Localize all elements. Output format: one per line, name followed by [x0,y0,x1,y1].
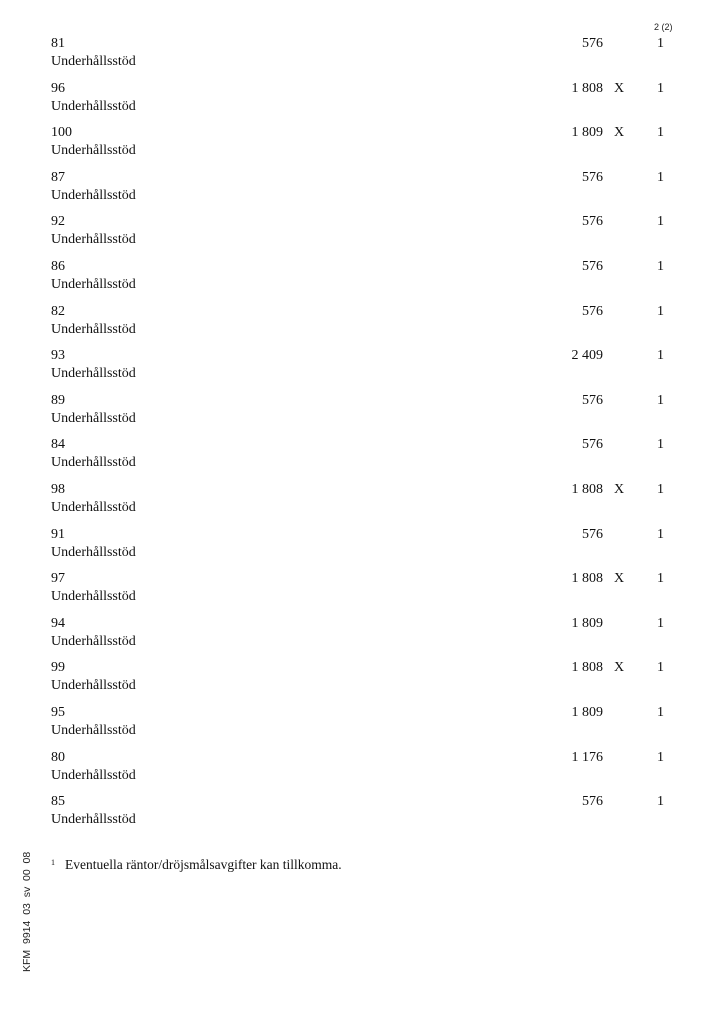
item-count: 1 [657,258,664,274]
item-amount: 1 808 [571,571,603,587]
item-number: 89 [51,392,65,408]
item-number: 98 [51,481,65,497]
item-number: 92 [51,214,65,230]
item-number: 97 [51,571,65,587]
item-number: 81 [51,36,65,51]
footnote-text: Eventuella räntor/dröjsmålsavgifter kan tillkomma. [65,857,342,872]
item-count: 1 [657,749,664,765]
item-count: 1 [657,571,664,587]
item-count: 1 [657,437,664,453]
item-number: 93 [51,348,65,364]
item-label: Underhållsstöd [51,366,136,382]
item-count: 1 [657,36,664,51]
item-label: Underhållsstöd [51,499,136,515]
list-item [0,527,720,572]
item-label: Underhållsstöd [51,98,136,114]
list-item [0,125,720,170]
form-code: KFM 9914 03 sv 00 08 [21,851,33,972]
item-amount: 1 809 [571,125,603,141]
item-count: 1 [657,660,664,676]
item-label: Underhållsstöd [51,589,136,605]
item-amount: 576 [582,36,603,51]
payment-list [0,36,720,839]
footnote [51,857,342,873]
list-item [0,170,720,215]
item-number: 85 [51,794,65,810]
item-amount: 1 808 [571,660,603,676]
item-count: 1 [657,392,664,408]
item-count: 1 [657,794,664,810]
page-number: 2 (2) [654,22,673,32]
item-number: 99 [51,660,65,676]
item-label: Underhållsstöd [51,410,136,426]
list-item [0,214,720,259]
item-amount: 1 809 [571,704,603,720]
item-count: 1 [657,80,664,96]
item-label: Underhållsstöd [51,321,136,337]
list-item [0,437,720,482]
item-amount: 576 [582,392,603,408]
list-item [0,36,720,81]
item-label: Underhållsstöd [51,633,136,649]
item-number: 91 [51,526,65,542]
item-flag: X [614,125,625,141]
item-number: 87 [51,169,65,185]
item-count: 1 [657,704,664,720]
footnote-marker: 1 [51,858,55,867]
item-amount: 576 [582,303,603,319]
item-label: Underhållsstöd [51,276,136,292]
item-amount: 576 [582,169,603,185]
list-item [0,393,720,438]
item-count: 1 [657,303,664,319]
list-item [0,571,720,616]
list-item [0,348,720,393]
item-flag: X [614,481,625,497]
item-number: 100 [51,125,72,141]
list-item [0,304,720,349]
item-number: 84 [51,437,65,453]
item-count: 1 [657,526,664,542]
item-number: 96 [51,80,65,96]
item-amount: 576 [582,794,603,810]
item-label: Underhållsstöd [51,767,136,783]
list-item [0,660,720,705]
item-label: Underhållsstöd [51,722,136,738]
item-count: 1 [657,615,664,631]
item-number: 94 [51,615,65,631]
item-count: 1 [657,481,664,497]
item-amount: 1 176 [571,749,603,765]
item-label: Underhållsstöd [51,54,136,69]
item-amount: 1 808 [571,481,603,497]
item-amount: 576 [582,258,603,274]
item-number: 80 [51,749,65,765]
item-label: Underhållsstöd [51,678,136,694]
list-item [0,259,720,304]
item-number: 86 [51,258,65,274]
list-item [0,616,720,661]
item-count: 1 [657,214,664,230]
item-label: Underhållsstöd [51,232,136,248]
item-label: Underhållsstöd [51,812,136,828]
item-label: Underhållsstöd [51,455,136,471]
item-number: 95 [51,704,65,720]
item-amount: 576 [582,437,603,453]
item-count: 1 [657,125,664,141]
list-item [0,705,720,750]
item-flag: X [614,80,625,96]
item-flag: X [614,571,625,587]
list-item [0,794,720,839]
item-amount: 1 809 [571,615,603,631]
item-amount: 1 808 [571,80,603,96]
item-amount: 2 409 [571,348,603,364]
item-flag: X [614,660,625,676]
item-label: Underhållsstöd [51,187,136,203]
item-number: 82 [51,303,65,319]
item-label: Underhållsstöd [51,143,136,159]
item-amount: 576 [582,526,603,542]
item-label: Underhållsstöd [51,544,136,560]
item-amount: 576 [582,214,603,230]
item-count: 1 [657,169,664,185]
list-item [0,81,720,126]
item-count: 1 [657,348,664,364]
list-item [0,750,720,795]
list-item [0,482,720,527]
